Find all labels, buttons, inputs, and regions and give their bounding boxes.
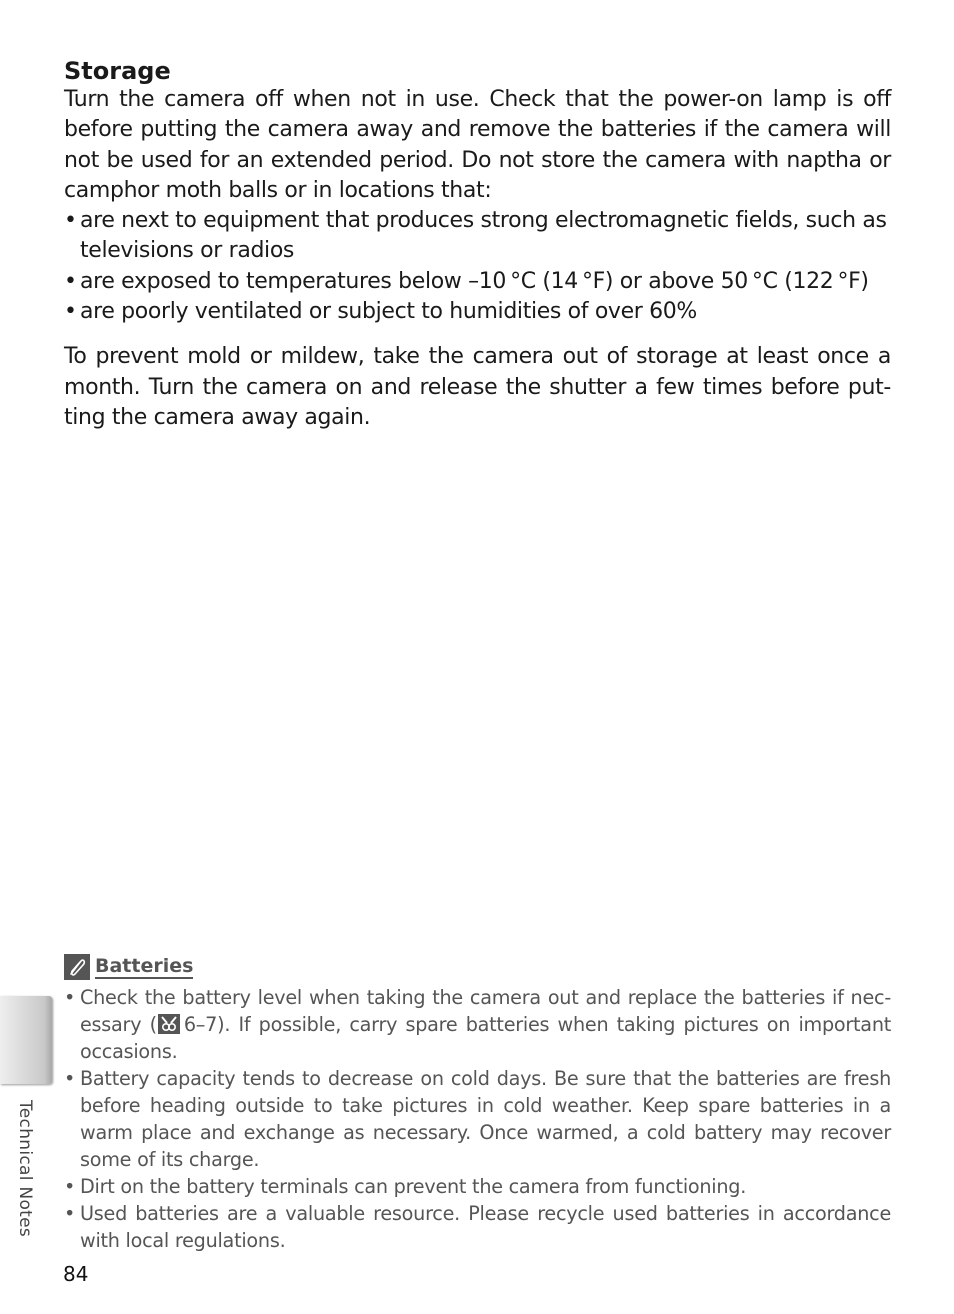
bullet-text: are exposed to temperatures below –10 °C (14 °F) or above 50 °C (122 °F): [80, 268, 869, 294]
bullet-glyph: •: [64, 268, 77, 294]
list-item: [64, 297, 891, 327]
storage-paragraph-1: Turn the camera off when not in use. Check that the power-on lamp is off before putting the camera away and remove the batteries if the camera will not be used for an extended period. Do not store the camera with naptha or camphor moth balls or in locations that:: [64, 87, 891, 203]
bullet-glyph: •: [64, 208, 77, 234]
bullet-text: are poorly ventilated or subject to humidities of over 60%: [80, 299, 697, 325]
bullet-text: Dirt on the battery terminals can prevent the camera from functioning.: [80, 1175, 747, 1198]
bullet-glyph: •: [64, 299, 77, 325]
batteries-note: [64, 952, 891, 1254]
section-tab-label: Technical Notes: [15, 1100, 35, 1238]
bullet-text: are next to equipment that produces strong electromagnetic fields, such as televisions or radios: [80, 208, 887, 264]
list-item: [64, 1065, 891, 1173]
note-header: [64, 952, 891, 982]
storage-section: [64, 55, 891, 433]
list-item: [64, 984, 891, 1065]
list-item: [64, 1200, 891, 1254]
bullet-text: ). If possible, carry spare batteries when taking pictures on important occasions.: [80, 1013, 892, 1063]
list-item: [64, 206, 891, 267]
list-item: [64, 267, 891, 297]
bullet-glyph: •: [64, 986, 76, 1009]
bullet-glyph: •: [64, 1175, 76, 1198]
list-item: [64, 1173, 891, 1200]
note-title: Batteries: [95, 955, 194, 977]
storage-heading: Storage: [64, 57, 171, 85]
bullet-glyph: •: [64, 1202, 76, 1225]
storage-bullet-list: [64, 206, 891, 327]
storage-paragraph-2: To prevent mold or mildew, take the camera out of storage at least once a month. Turn the camera on and release the shutter a few times before put-ting the camera away again.: [64, 344, 891, 430]
page-reference-link[interactable]: 6–7: [183, 1013, 218, 1036]
pencil-note-icon: [64, 954, 90, 980]
page-number: 84: [63, 1262, 89, 1286]
note-bullet-list: [64, 984, 891, 1254]
page-reference-icon: [158, 1014, 180, 1034]
section-tab: [0, 996, 52, 1084]
bullet-glyph: •: [64, 1067, 76, 1090]
bullet-text: Battery capacity tends to decrease on cold days. Be sure that the batteries are fresh before heading outside to take pictures in cold weather. Keep spare batteries in a warm place and exchange as necessary. Once warmed, a cold battery may recover some of its charge.: [80, 1067, 891, 1171]
bullet-text: Used batteries are a valuable resource. Please recycle used batteries in accordance with local regulations.: [80, 1202, 891, 1252]
bullet-text: Check the battery level when taking the camera out and replace the batteries if nec-essary (: [80, 986, 891, 1036]
